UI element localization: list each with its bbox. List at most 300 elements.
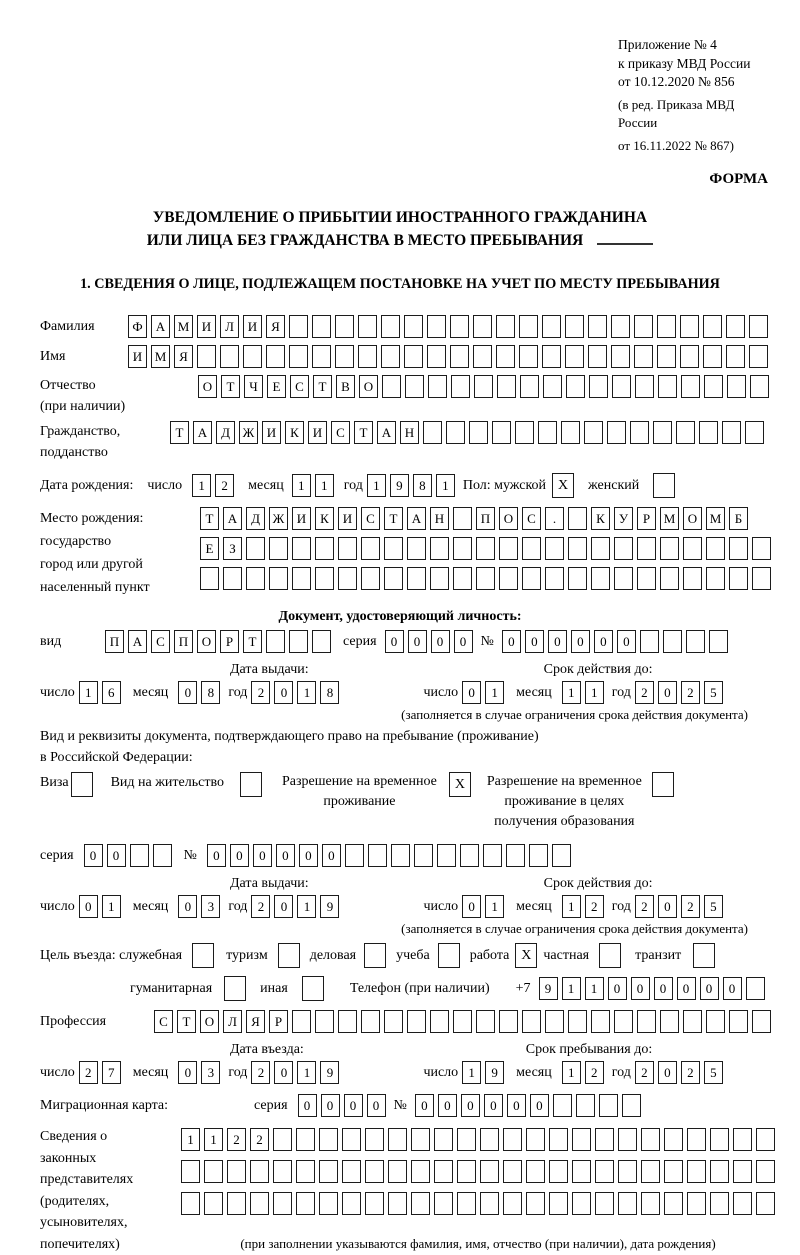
form-cell[interactable]: 0 (178, 1061, 197, 1084)
form-cell[interactable] (246, 537, 265, 560)
form-cell[interactable] (451, 375, 470, 398)
form-cell[interactable] (683, 537, 702, 560)
form-cell[interactable] (568, 507, 587, 530)
form-cell[interactable] (526, 1128, 545, 1151)
form-cell[interactable] (515, 421, 534, 444)
form-cell[interactable] (612, 375, 631, 398)
form-cell[interactable]: Ч (244, 375, 263, 398)
form-cell[interactable]: 2 (635, 681, 654, 704)
form-cell[interactable]: Р (269, 1010, 288, 1033)
form-cell[interactable]: 0 (594, 630, 613, 653)
form-cell[interactable] (749, 345, 768, 368)
form-cell[interactable] (499, 567, 518, 590)
form-cell[interactable] (572, 1192, 591, 1215)
form-cell[interactable]: 0 (79, 895, 98, 918)
form-cell[interactable] (545, 567, 564, 590)
form-cell[interactable] (568, 567, 587, 590)
form-cell[interactable]: 0 (367, 1094, 386, 1117)
form-cell[interactable] (618, 1192, 637, 1215)
form-cell[interactable]: 0 (178, 895, 197, 918)
form-cell[interactable] (469, 421, 488, 444)
form-cell[interactable] (499, 1010, 518, 1033)
form-cell[interactable]: Т (313, 375, 332, 398)
form-cell[interactable] (699, 421, 718, 444)
form-cell[interactable] (538, 421, 557, 444)
form-cell[interactable]: А (151, 315, 170, 338)
form-cell[interactable] (365, 1160, 384, 1183)
form-cell[interactable] (683, 1010, 702, 1033)
form-cell[interactable] (430, 1010, 449, 1033)
form-cell[interactable] (752, 537, 771, 560)
form-cell[interactable] (453, 537, 472, 560)
form-cell[interactable]: 1 (297, 681, 316, 704)
form-cell[interactable] (542, 345, 561, 368)
form-cell[interactable] (630, 421, 649, 444)
form-cell[interactable] (614, 1010, 633, 1033)
form-cell[interactable]: 0 (608, 977, 627, 1000)
form-cell[interactable] (407, 567, 426, 590)
form-cell[interactable]: 0 (658, 681, 677, 704)
form-cell[interactable] (595, 1160, 614, 1183)
form-cell[interactable]: П (105, 630, 124, 653)
form-cell[interactable] (404, 345, 423, 368)
form-cell[interactable] (676, 421, 695, 444)
form-cell[interactable]: 1 (297, 1061, 316, 1084)
form-cell[interactable] (591, 1010, 610, 1033)
form-cell[interactable]: 0 (461, 1094, 480, 1117)
form-cell[interactable] (411, 1160, 430, 1183)
form-cell[interactable]: Т (243, 630, 262, 653)
form-cell[interactable] (434, 1192, 453, 1215)
form-cell[interactable] (292, 567, 311, 590)
form-cell[interactable] (381, 315, 400, 338)
form-cell[interactable]: Т (170, 421, 189, 444)
form-cell[interactable]: 1 (79, 681, 98, 704)
form-cell[interactable] (460, 844, 479, 867)
form-cell[interactable]: 0 (253, 844, 272, 867)
form-cell[interactable]: Б (729, 507, 748, 530)
form-cell[interactable] (660, 537, 679, 560)
form-cell[interactable] (568, 537, 587, 560)
form-cell[interactable]: 1 (102, 895, 121, 918)
form-cell[interactable]: 0 (700, 977, 719, 1000)
form-cell[interactable] (660, 1010, 679, 1033)
form-cell[interactable] (522, 567, 541, 590)
form-cell[interactable] (660, 567, 679, 590)
form-cell[interactable] (450, 345, 469, 368)
form-cell[interactable]: 2 (251, 895, 270, 918)
form-cell[interactable] (545, 1010, 564, 1033)
form-cell[interactable] (269, 537, 288, 560)
form-cell[interactable]: Н (400, 421, 419, 444)
form-cell[interactable] (710, 1192, 729, 1215)
form-cell[interactable] (664, 1128, 683, 1151)
form-cell[interactable]: 0 (484, 1094, 503, 1117)
form-cell[interactable] (473, 345, 492, 368)
checkbox-cell[interactable]: X (449, 772, 471, 797)
form-cell[interactable] (266, 345, 285, 368)
form-cell[interactable] (407, 537, 426, 560)
form-cell[interactable] (345, 844, 364, 867)
form-cell[interactable]: Е (200, 537, 219, 560)
form-cell[interactable] (637, 537, 656, 560)
form-cell[interactable]: О (499, 507, 518, 530)
form-cell[interactable] (704, 375, 723, 398)
form-cell[interactable] (273, 1192, 292, 1215)
checkbox-cell[interactable] (364, 943, 386, 968)
form-cell[interactable] (496, 315, 515, 338)
form-cell[interactable]: 2 (251, 1061, 270, 1084)
form-cell[interactable] (595, 1128, 614, 1151)
checkbox-cell[interactable] (652, 772, 674, 797)
form-cell[interactable] (526, 1192, 545, 1215)
form-cell[interactable] (756, 1128, 775, 1151)
form-cell[interactable]: Я (174, 345, 193, 368)
form-cell[interactable] (618, 1160, 637, 1183)
form-cell[interactable]: И (338, 507, 357, 530)
form-cell[interactable] (181, 1192, 200, 1215)
form-cell[interactable] (635, 375, 654, 398)
form-cell[interactable]: П (174, 630, 193, 653)
form-cell[interactable]: 0 (548, 630, 567, 653)
form-cell[interactable]: Ж (269, 507, 288, 530)
form-cell[interactable]: 0 (408, 630, 427, 653)
form-cell[interactable] (197, 345, 216, 368)
form-cell[interactable] (663, 630, 682, 653)
form-cell[interactable] (338, 537, 357, 560)
form-cell[interactable] (566, 375, 585, 398)
form-cell[interactable]: Д (246, 507, 265, 530)
form-cell[interactable] (519, 315, 538, 338)
form-cell[interactable] (658, 375, 677, 398)
form-cell[interactable] (361, 1010, 380, 1033)
form-cell[interactable]: 0 (438, 1094, 457, 1117)
form-cell[interactable]: 3 (201, 895, 220, 918)
form-cell[interactable] (710, 1160, 729, 1183)
form-cell[interactable]: М (660, 507, 679, 530)
form-cell[interactable] (611, 345, 630, 368)
form-cell[interactable] (453, 1010, 472, 1033)
form-cell[interactable]: . (545, 507, 564, 530)
form-cell[interactable]: Н (430, 507, 449, 530)
form-cell[interactable]: 1 (585, 681, 604, 704)
form-cell[interactable]: 9 (390, 474, 409, 497)
form-cell[interactable] (457, 1192, 476, 1215)
form-cell[interactable] (405, 375, 424, 398)
form-cell[interactable]: А (193, 421, 212, 444)
form-cell[interactable]: 0 (385, 630, 404, 653)
form-cell[interactable] (250, 1160, 269, 1183)
form-cell[interactable] (204, 1160, 223, 1183)
form-cell[interactable] (522, 1010, 541, 1033)
form-cell[interactable]: О (197, 630, 216, 653)
form-cell[interactable] (543, 375, 562, 398)
form-cell[interactable]: 2 (227, 1128, 246, 1151)
form-cell[interactable] (382, 375, 401, 398)
form-cell[interactable]: 0 (274, 895, 293, 918)
form-cell[interactable]: С (361, 507, 380, 530)
form-cell[interactable] (520, 375, 539, 398)
form-cell[interactable]: 0 (107, 844, 126, 867)
form-cell[interactable] (519, 345, 538, 368)
form-cell[interactable] (595, 1192, 614, 1215)
form-cell[interactable] (552, 844, 571, 867)
form-cell[interactable] (227, 1192, 246, 1215)
form-cell[interactable] (200, 567, 219, 590)
form-cell[interactable]: М (174, 315, 193, 338)
form-cell[interactable]: 0 (230, 844, 249, 867)
form-cell[interactable]: П (476, 507, 495, 530)
form-cell[interactable] (437, 844, 456, 867)
form-cell[interactable]: Т (200, 507, 219, 530)
form-cell[interactable] (289, 315, 308, 338)
form-cell[interactable]: К (591, 507, 610, 530)
form-cell[interactable] (246, 567, 265, 590)
form-cell[interactable] (706, 567, 725, 590)
form-cell[interactable]: 1 (562, 977, 581, 1000)
form-cell[interactable] (729, 567, 748, 590)
form-cell[interactable] (687, 1128, 706, 1151)
form-cell[interactable]: 0 (631, 977, 650, 1000)
form-cell[interactable] (588, 345, 607, 368)
form-cell[interactable] (611, 315, 630, 338)
form-cell[interactable]: 0 (431, 630, 450, 653)
form-cell[interactable]: 0 (525, 630, 544, 653)
form-cell[interactable]: 0 (654, 977, 673, 1000)
form-cell[interactable]: 2 (681, 895, 700, 918)
form-cell[interactable]: Л (220, 315, 239, 338)
form-cell[interactable]: И (308, 421, 327, 444)
form-cell[interactable]: С (331, 421, 350, 444)
form-cell[interactable] (338, 1010, 357, 1033)
form-cell[interactable]: С (154, 1010, 173, 1033)
form-cell[interactable] (703, 345, 722, 368)
form-cell[interactable] (640, 630, 659, 653)
form-cell[interactable] (384, 1010, 403, 1033)
form-cell[interactable]: 2 (215, 474, 234, 497)
form-cell[interactable] (746, 977, 765, 1000)
form-cell[interactable] (522, 537, 541, 560)
form-cell[interactable]: Я (266, 315, 285, 338)
form-cell[interactable]: 0 (502, 630, 521, 653)
form-cell[interactable] (450, 315, 469, 338)
form-cell[interactable] (473, 315, 492, 338)
form-cell[interactable]: Л (223, 1010, 242, 1033)
form-cell[interactable] (526, 1160, 545, 1183)
form-cell[interactable]: 0 (274, 681, 293, 704)
form-cell[interactable]: И (292, 507, 311, 530)
form-cell[interactable] (565, 345, 584, 368)
form-cell[interactable]: 5 (704, 1061, 723, 1084)
form-cell[interactable] (680, 315, 699, 338)
form-cell[interactable] (391, 844, 410, 867)
form-cell[interactable]: 0 (415, 1094, 434, 1117)
form-cell[interactable] (266, 630, 285, 653)
form-cell[interactable]: 8 (320, 681, 339, 704)
checkbox-cell[interactable]: X (552, 473, 574, 498)
form-cell[interactable] (549, 1128, 568, 1151)
form-cell[interactable]: В (336, 375, 355, 398)
form-cell[interactable] (342, 1128, 361, 1151)
form-cell[interactable] (453, 507, 472, 530)
form-cell[interactable]: 1 (562, 681, 581, 704)
form-cell[interactable] (476, 1010, 495, 1033)
form-cell[interactable]: О (198, 375, 217, 398)
form-cell[interactable]: С (522, 507, 541, 530)
form-cell[interactable] (476, 567, 495, 590)
form-cell[interactable] (365, 1192, 384, 1215)
form-cell[interactable]: 3 (201, 1061, 220, 1084)
form-cell[interactable] (483, 844, 502, 867)
form-cell[interactable]: 2 (681, 1061, 700, 1084)
form-cell[interactable] (423, 421, 442, 444)
form-cell[interactable] (549, 1160, 568, 1183)
form-cell[interactable] (503, 1192, 522, 1215)
form-cell[interactable] (315, 567, 334, 590)
form-cell[interactable] (529, 844, 548, 867)
form-cell[interactable] (729, 537, 748, 560)
form-cell[interactable] (634, 315, 653, 338)
form-cell[interactable]: 5 (704, 895, 723, 918)
checkbox-cell[interactable] (71, 772, 93, 797)
form-cell[interactable] (572, 1160, 591, 1183)
form-cell[interactable] (427, 345, 446, 368)
form-cell[interactable] (434, 1160, 453, 1183)
form-cell[interactable] (384, 537, 403, 560)
form-cell[interactable]: 1 (562, 1061, 581, 1084)
checkbox-cell[interactable] (240, 772, 262, 797)
form-cell[interactable]: 0 (344, 1094, 363, 1117)
checkbox-cell[interactable] (438, 943, 460, 968)
form-cell[interactable] (361, 567, 380, 590)
form-cell[interactable] (319, 1128, 338, 1151)
form-cell[interactable]: 9 (320, 1061, 339, 1084)
form-cell[interactable]: 0 (178, 681, 197, 704)
form-cell[interactable]: 1 (367, 474, 386, 497)
form-cell[interactable] (756, 1160, 775, 1183)
form-cell[interactable] (549, 1192, 568, 1215)
form-cell[interactable] (312, 630, 331, 653)
form-cell[interactable] (411, 1128, 430, 1151)
form-cell[interactable] (733, 1128, 752, 1151)
form-cell[interactable] (722, 421, 741, 444)
form-cell[interactable]: 5 (704, 681, 723, 704)
form-cell[interactable] (686, 630, 705, 653)
form-cell[interactable]: 0 (571, 630, 590, 653)
form-cell[interactable] (706, 537, 725, 560)
form-cell[interactable] (292, 1010, 311, 1033)
form-cell[interactable] (480, 1128, 499, 1151)
form-cell[interactable] (752, 1010, 771, 1033)
form-cell[interactable] (499, 537, 518, 560)
form-cell[interactable]: К (285, 421, 304, 444)
form-cell[interactable] (315, 1010, 334, 1033)
form-cell[interactable]: О (683, 507, 702, 530)
form-cell[interactable]: 1 (315, 474, 334, 497)
form-cell[interactable] (749, 315, 768, 338)
checkbox-cell[interactable] (278, 943, 300, 968)
form-cell[interactable]: 1 (204, 1128, 223, 1151)
checkbox-cell[interactable] (224, 976, 246, 1001)
form-cell[interactable]: 0 (723, 977, 742, 1000)
form-cell[interactable] (480, 1192, 499, 1215)
form-cell[interactable]: С (290, 375, 309, 398)
form-cell[interactable] (289, 345, 308, 368)
form-cell[interactable] (243, 345, 262, 368)
form-cell[interactable]: А (407, 507, 426, 530)
form-cell[interactable] (312, 345, 331, 368)
checkbox-cell[interactable]: X (515, 943, 537, 968)
form-cell[interactable]: 0 (507, 1094, 526, 1117)
form-cell[interactable] (480, 1160, 499, 1183)
form-cell[interactable]: 7 (102, 1061, 121, 1084)
form-cell[interactable]: 2 (635, 1061, 654, 1084)
form-cell[interactable] (269, 567, 288, 590)
form-cell[interactable] (729, 1010, 748, 1033)
form-cell[interactable] (338, 567, 357, 590)
form-cell[interactable]: 6 (102, 681, 121, 704)
form-cell[interactable]: Д (216, 421, 235, 444)
form-cell[interactable] (497, 375, 516, 398)
form-cell[interactable]: Т (221, 375, 240, 398)
form-cell[interactable]: А (223, 507, 242, 530)
form-cell[interactable]: И (128, 345, 147, 368)
form-cell[interactable] (733, 1160, 752, 1183)
form-cell[interactable] (756, 1192, 775, 1215)
form-cell[interactable]: 1 (485, 895, 504, 918)
form-cell[interactable] (358, 315, 377, 338)
form-cell[interactable] (342, 1192, 361, 1215)
form-cell[interactable] (687, 1192, 706, 1215)
form-cell[interactable] (657, 315, 676, 338)
form-cell[interactable]: 2 (585, 895, 604, 918)
checkbox-cell[interactable] (192, 943, 214, 968)
form-cell[interactable] (414, 844, 433, 867)
form-cell[interactable] (273, 1128, 292, 1151)
form-cell[interactable] (130, 844, 149, 867)
form-cell[interactable] (726, 345, 745, 368)
form-cell[interactable] (506, 844, 525, 867)
form-cell[interactable]: И (197, 315, 216, 338)
form-cell[interactable] (622, 1094, 641, 1117)
form-cell[interactable]: 0 (462, 895, 481, 918)
form-cell[interactable]: 0 (321, 1094, 340, 1117)
form-cell[interactable] (404, 315, 423, 338)
form-cell[interactable]: 9 (320, 895, 339, 918)
form-cell[interactable] (368, 844, 387, 867)
form-cell[interactable] (641, 1192, 660, 1215)
form-cell[interactable] (250, 1192, 269, 1215)
checkbox-cell[interactable] (302, 976, 324, 1001)
form-cell[interactable] (388, 1128, 407, 1151)
form-cell[interactable] (446, 421, 465, 444)
form-cell[interactable]: И (262, 421, 281, 444)
form-cell[interactable] (457, 1128, 476, 1151)
form-cell[interactable]: 0 (299, 844, 318, 867)
form-cell[interactable] (503, 1128, 522, 1151)
form-cell[interactable]: 0 (276, 844, 295, 867)
form-cell[interactable]: 0 (274, 1061, 293, 1084)
form-cell[interactable]: 0 (677, 977, 696, 1000)
form-cell[interactable] (614, 567, 633, 590)
form-cell[interactable] (637, 567, 656, 590)
form-cell[interactable]: Я (246, 1010, 265, 1033)
form-cell[interactable]: 0 (454, 630, 473, 653)
form-cell[interactable] (634, 345, 653, 368)
form-cell[interactable] (296, 1128, 315, 1151)
form-cell[interactable]: Т (354, 421, 373, 444)
form-cell[interactable] (681, 375, 700, 398)
